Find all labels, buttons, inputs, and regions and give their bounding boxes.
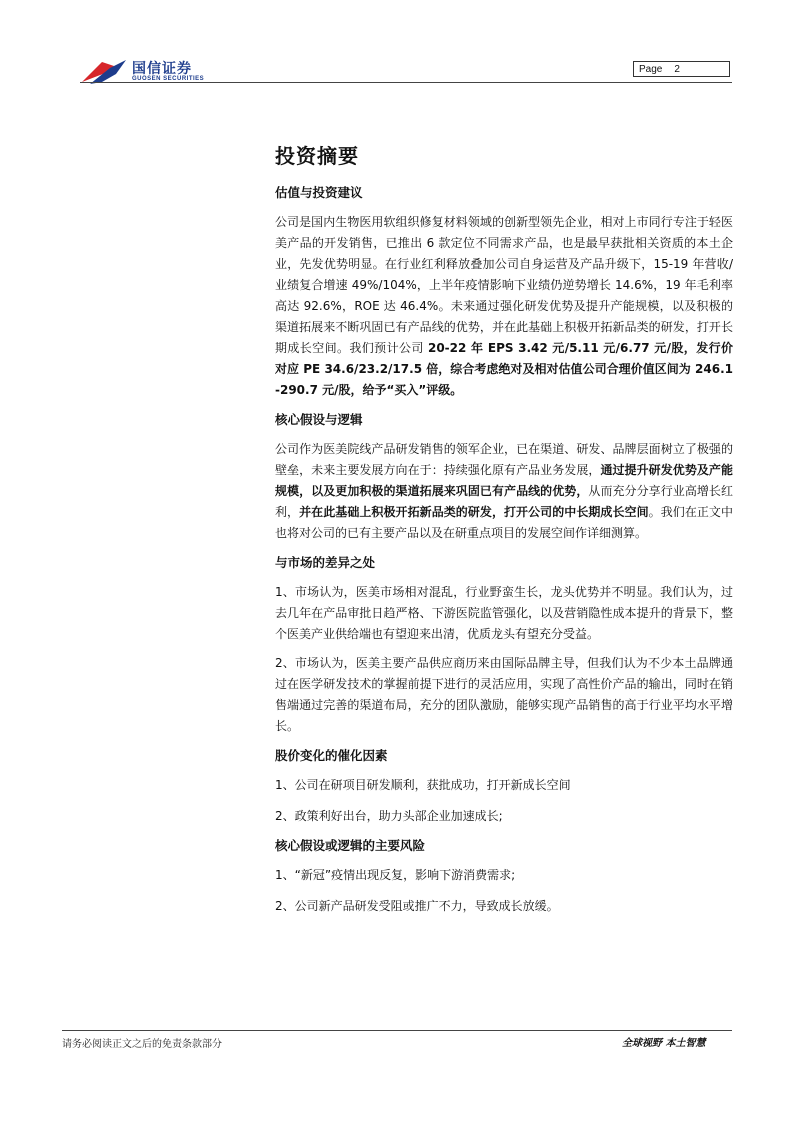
section-paragraph <box>275 896 733 917</box>
logo-text-cn: 国信证券 <box>132 61 192 77</box>
page-label: Page <box>639 64 663 75</box>
header-divider <box>80 82 732 83</box>
section-heading: 核心假设与逻辑 <box>275 412 363 427</box>
main-content <box>275 130 733 917</box>
section-heading: 估值与投资建议 <box>275 185 363 200</box>
page-title: 投资摘要 <box>275 144 359 168</box>
section <box>275 411 733 544</box>
section-paragraph <box>275 582 733 645</box>
text-run: 1、公司在研项目研发顺利，获批成功，打开新成长空间 <box>275 778 571 792</box>
text-run: 公司作为医美院线产品研发销售的领军企业，已在渠道、研发、品牌层面树立了极强的壁垒，未来主要发展方向在于：持续强化原有产品业务发展， <box>275 442 733 477</box>
text-run: 1、“新冠”疫情出现反复，影响下游消费需求; <box>275 868 516 882</box>
company-logo <box>80 56 210 90</box>
section-paragraph <box>275 212 733 401</box>
section-heading: 核心假设或逻辑的主要风险 <box>275 838 426 853</box>
section <box>275 747 733 827</box>
page-number: 2 <box>674 64 680 75</box>
section-heading: 与市场的差异之处 <box>275 555 376 570</box>
bold-text-run: 20-22 年 EPS 3.42 元/5.11 元/6.77 元/股，发行价对应 PE 34.6/23.2/17.5 倍，综合考虑绝对及相对估值公司合理价值区间为 246.1-290.7 元/股，给予“买入”评级。 <box>275 341 733 397</box>
section-paragraph <box>275 806 733 827</box>
section-paragraph <box>275 865 733 886</box>
footer-disclaimer: 请务必阅读正文之后的免责条款部分 <box>62 1039 222 1050</box>
text-run: 从而充分分享行业高增长红利， <box>275 484 733 519</box>
section-paragraph <box>275 653 733 737</box>
text-run: 2、公司新产品研发受阻或推广不力，导致成长放缓。 <box>275 899 559 913</box>
text-run: 1、市场认为，医美市场相对混乱，行业野蛮生长，龙头优势并不明显。我们认为，过去几年在产品审批日趋严格、下游医院监管强化，以及营销隐性成本提升的背景下，整个医美产业供给端也有望迎来出清，优质龙头有望充分受益。 <box>275 585 733 641</box>
footer-slogan: 全球视野 本土智慧 <box>622 1038 706 1049</box>
section <box>275 554 733 737</box>
text-run: 公司是国内生物医用软组织修复材料领域的创新型领先企业，相对上市同行专注于轻医美产品的开发销售，已推出 6 款定位不同需求产品，也是最早获批相关资质的本土企业，先发优势明显。在行业红利释放叠加公司自身运营及产品升级下，15-19 年营收/业绩复合增速 49%/104%，上半年疫情影响下业绩仍逆势增长 14.6%，19 年毛利率高达 92.6%，ROE 达 46.4%。未来通过强化研发优势及提升产能规模，以及积极的渠道拓展来不断巩固已有产品线的优势，并在此基础上积极开拓新品类的研发，打开长期成长空间。我们预计公司 <box>275 215 733 355</box>
section-paragraph <box>275 775 733 796</box>
sections-container <box>275 184 733 917</box>
section <box>275 184 733 401</box>
text-run: 2、市场认为，医美主要产品供应商历来由国际品牌主导，但我们认为不少本土品牌通过在医学研发技术的掌握前提下进行的灵活应用，实现了高性价产品的输出，同时在销售端通过完善的渠道布局，充分的团队激励，能够实现产品销售的高于行业平均水平增长。 <box>275 656 733 733</box>
section <box>275 837 733 917</box>
bold-text-run: 通过提升研发优势及产能规模，以及更加积极的渠道拓展来巩固已有产品线的优势， <box>275 463 733 498</box>
page-indicator <box>633 61 730 77</box>
bold-text-run: 并在此基础上积极开拓新品类的研发，打开公司的中长期成长空间 <box>299 505 649 519</box>
footer-divider <box>62 1030 732 1031</box>
logo-text-en: GUOSEN SECURITIES <box>132 76 205 82</box>
section-heading: 股价变化的催化因素 <box>275 748 388 763</box>
text-run: 2、政策利好出台，助力头部企业加速成长; <box>275 809 503 823</box>
text-run: 。我们在正文中也将对公司的已有主要产品以及在研重点项目的发展空间作详细测算。 <box>275 505 733 540</box>
section-paragraph <box>275 439 733 544</box>
